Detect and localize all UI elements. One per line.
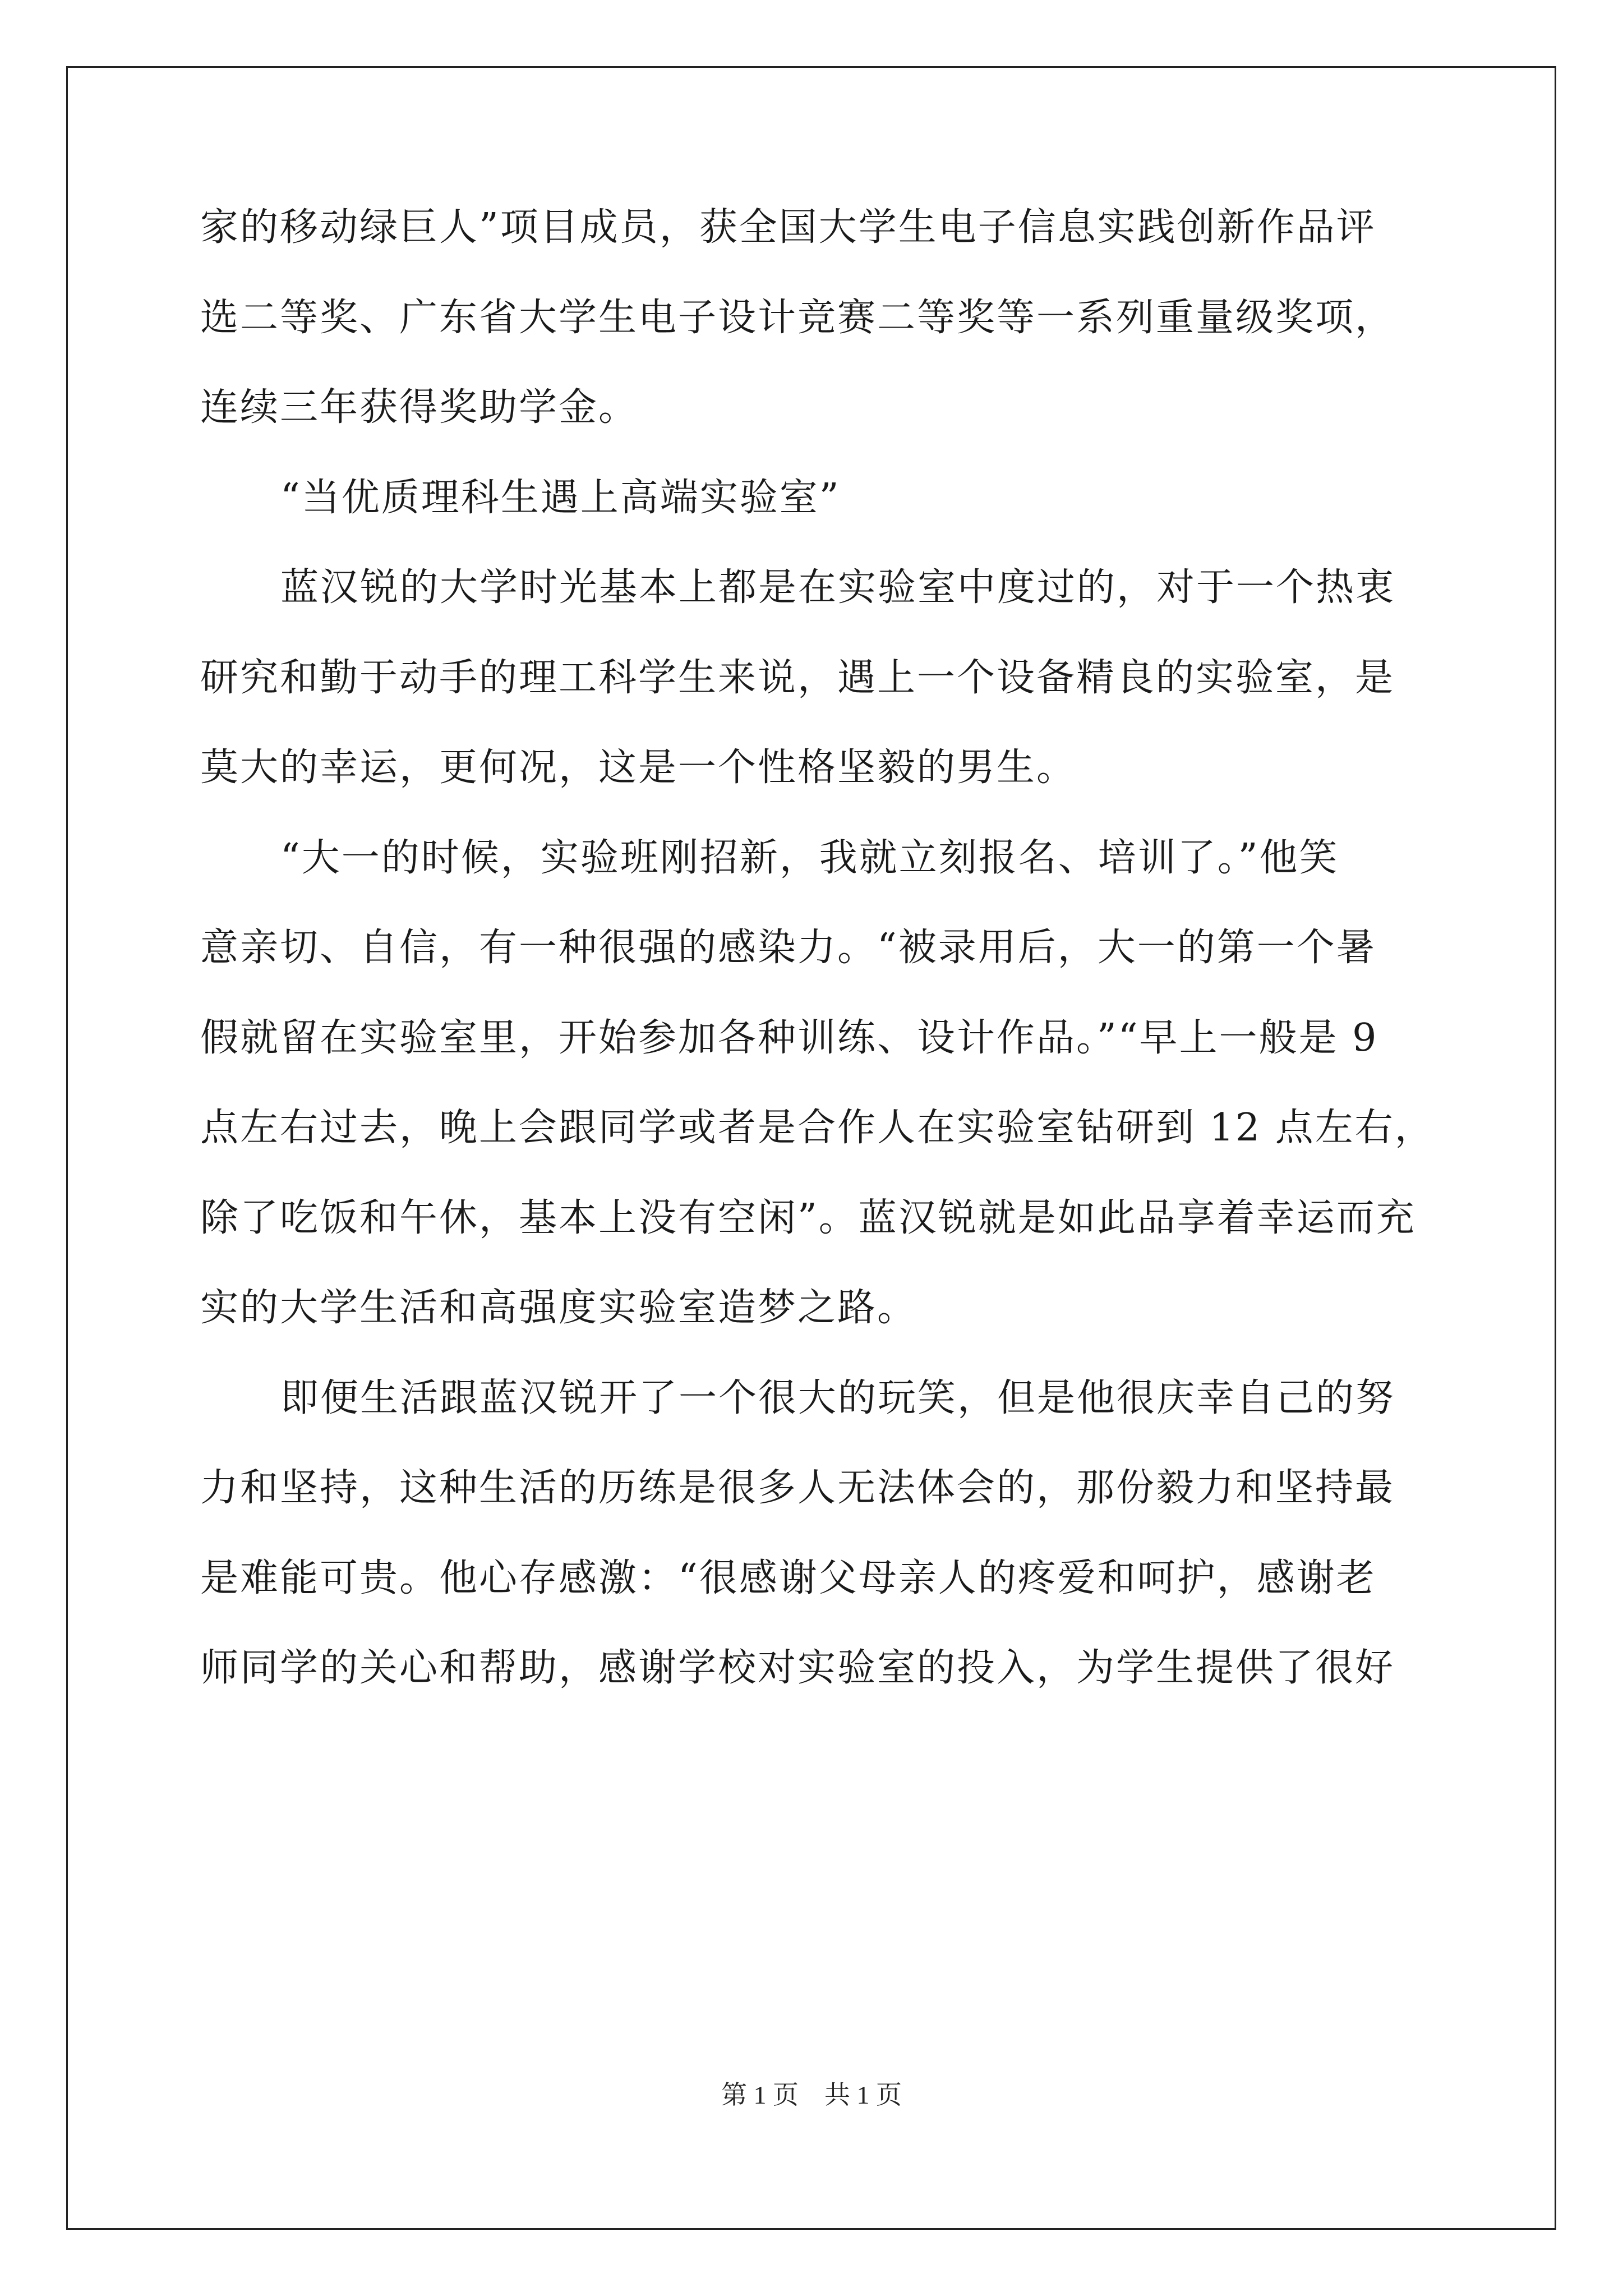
text-line: 连续三年获得奖助学金。 [200,385,639,430]
text-line: 师同学的关心和帮助，感谢学校对实验室的投入，为学生提供了很好 [200,1646,1395,1690]
text-line: 实的大学生活和高强度实验室造梦之路。 [200,1286,917,1330]
text-line: 意亲切、自信，有一种很强的感染力。“被录用后，大一的第一个暑 [200,926,1376,970]
section-heading: “当优质理科生遇上高端实验室” [280,475,841,520]
page-footer: 第 1 页 共 1 页 [721,2081,902,2109]
text-line: 研究和勤于动手的理工科学生来说，遇上一个设备精良的实验室，是 [200,655,1395,700]
text-line: 蓝汉锐的大学时光基本上都是在实验室中度过的，对于一个热衷 [280,565,1396,610]
text-line: 莫大的幸运，更何况，这是一个性格坚毅的男生。 [200,746,1077,790]
text-line: 力和坚持，这种生活的历练是很多人无法体会的，那份毅力和坚持最 [200,1466,1395,1510]
text-line: 即便生活跟蓝汉锐开了一个很大的玩笑，但是他很庆幸自己的努 [280,1375,1396,1420]
text-line: 假就留在实验室里，开始参加各种训练、设计作品。”“早上一般是 9 [200,1015,1378,1060]
text-line: 家的移动绿巨人”项目成员，获全国大学生电子信息实践创新作品评 [200,205,1376,250]
text-line: 选二等奖、广东省大学生电子设计竞赛二等奖等一系列重量级奖项， [200,295,1395,340]
text-line: 除了吃饭和午休，基本上没有空闲”。蓝汉锐就是如此品享着幸运而充 [200,1195,1416,1240]
document-body [200,205,1435,1740]
text-line: 点左右过去，晚上会跟同学或者是合作人在实验室钻研到 12 点左右， [200,1106,1435,1150]
text-line: “大一的时候，实验班刚招新，我就立刻报名、培训了。”他笑 [280,835,1339,880]
text-line: 是难能可贵。他心存感激：“很感谢父母亲人的疼爱和呵护，感谢老 [200,1556,1376,1600]
